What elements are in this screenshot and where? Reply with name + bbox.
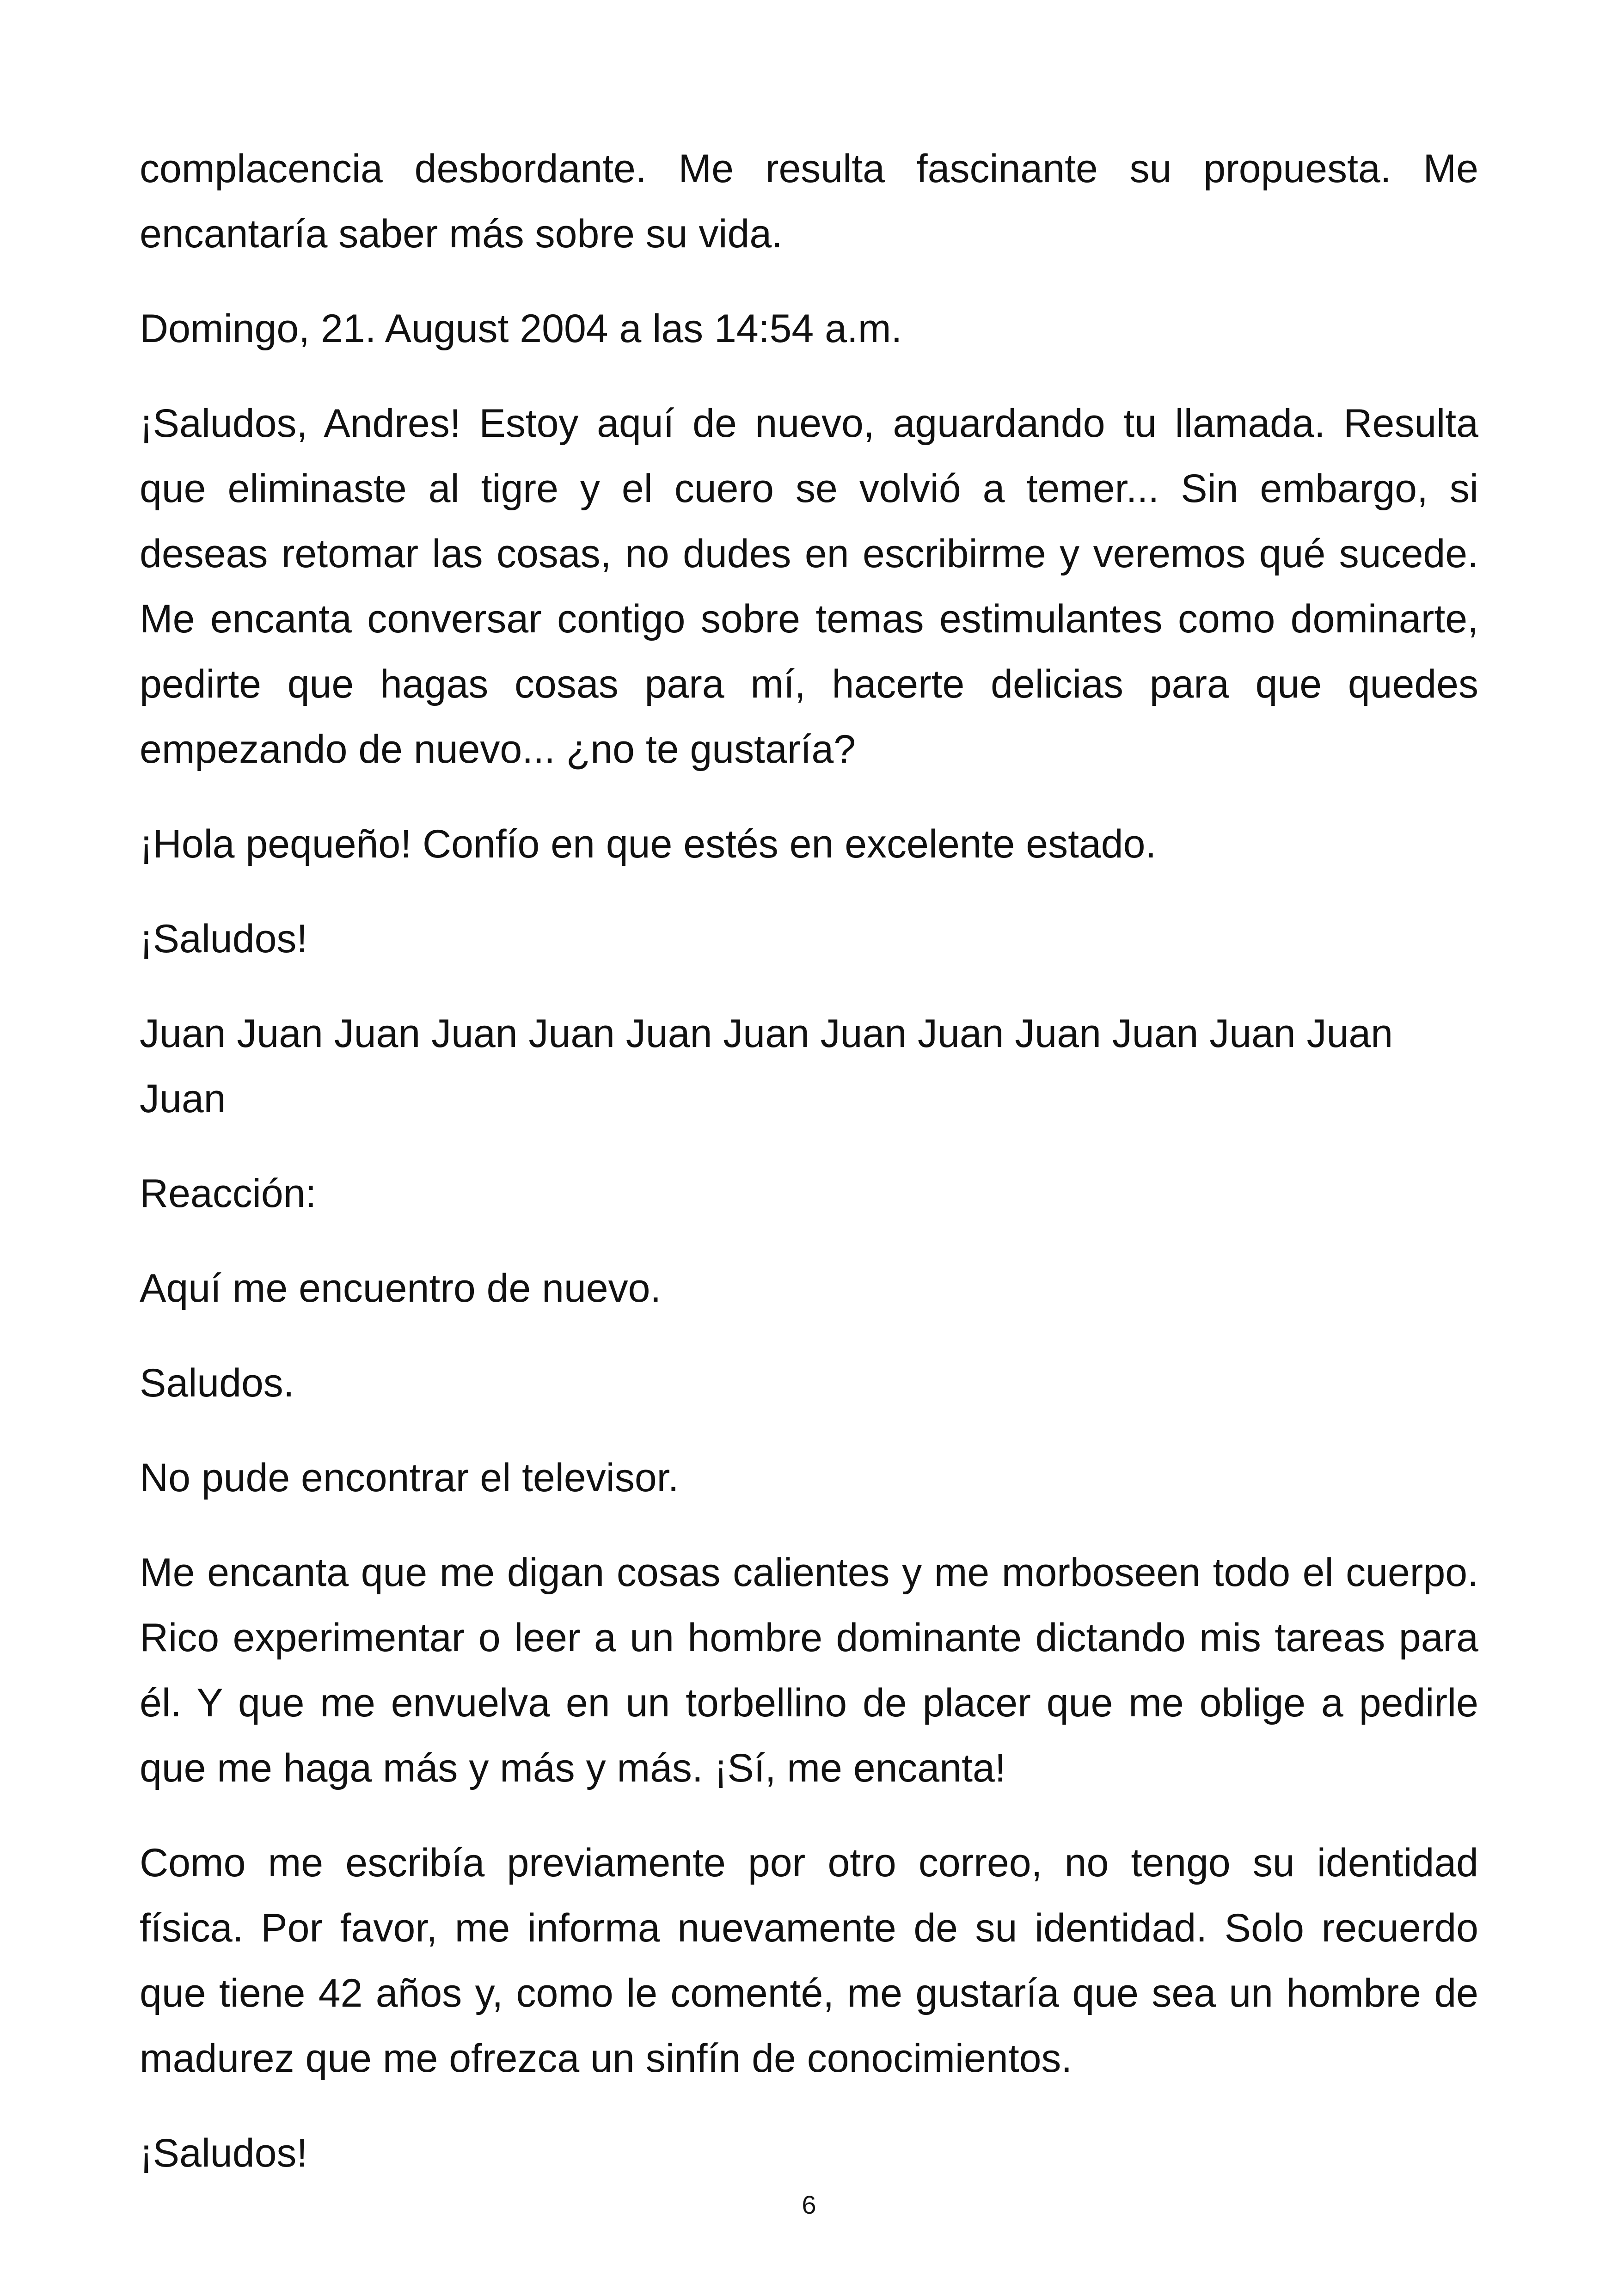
paragraph: Saludos.: [140, 1361, 294, 1405]
paragraph: No pude encontrar el televisor.: [140, 1456, 679, 1500]
paragraph: ¡Saludos!: [140, 917, 308, 961]
document-body: [140, 136, 1478, 2216]
page-number: 6: [802, 2190, 816, 2219]
paragraph: Juan Juan Juan Juan Juan Juan Juan Juan Juan Juan Juan Juan Juan Juan: [140, 1011, 1393, 1121]
paragraph: Como me escribía previamente por otro correo, no tengo su identidad física. Por favor, me informa nuevamente de su identidad. Solo recuerdo que tiene 42 años y, como le comenté, me gustaría que sea un hombre de madurez que me ofrezca un sinfín de conocimientos.: [140, 1841, 1478, 2081]
paragraph: Reacción:: [140, 1171, 317, 1216]
paragraph: ¡Saludos!: [140, 2131, 308, 2175]
paragraph: complacencia desbordante. Me resulta fascinante su propuesta. Me encantaría saber más sobre su vida.: [140, 147, 1478, 256]
paragraph: Domingo, 21. August 2004 a las 14:54 a.m.: [140, 306, 902, 351]
paragraph: Me encanta que me digan cosas calientes y me morboseen todo el cuerpo. Rico experimentar o leer a un hombre dominante dictando mis tareas para él. Y que me envuelva en un torbellino de placer que me oblige a pedirle que me haga más y más y más. ¡Sí, me encanta!: [140, 1550, 1478, 1790]
paragraph: ¡Saludos, Andres! Estoy aquí de nuevo, aguardando tu llamada. Resulta que eliminaste al tigre y el cuero se volvió a temer... Sin embargo, si deseas retomar las cosas, no dudes en escribirme y veremos qué sucede. Me encanta conversar contigo sobre temas estimulantes como dominarte, pedirte que hagas cosas para mí, hacerte delicias para que quedes empezando de nuevo... ¿no te gustaría?: [140, 401, 1478, 771]
paragraph: Aquí me encuentro de nuevo.: [140, 1266, 662, 1310]
paragraph: ¡Hola pequeño! Confío en que estés en excelente estado.: [140, 822, 1157, 866]
